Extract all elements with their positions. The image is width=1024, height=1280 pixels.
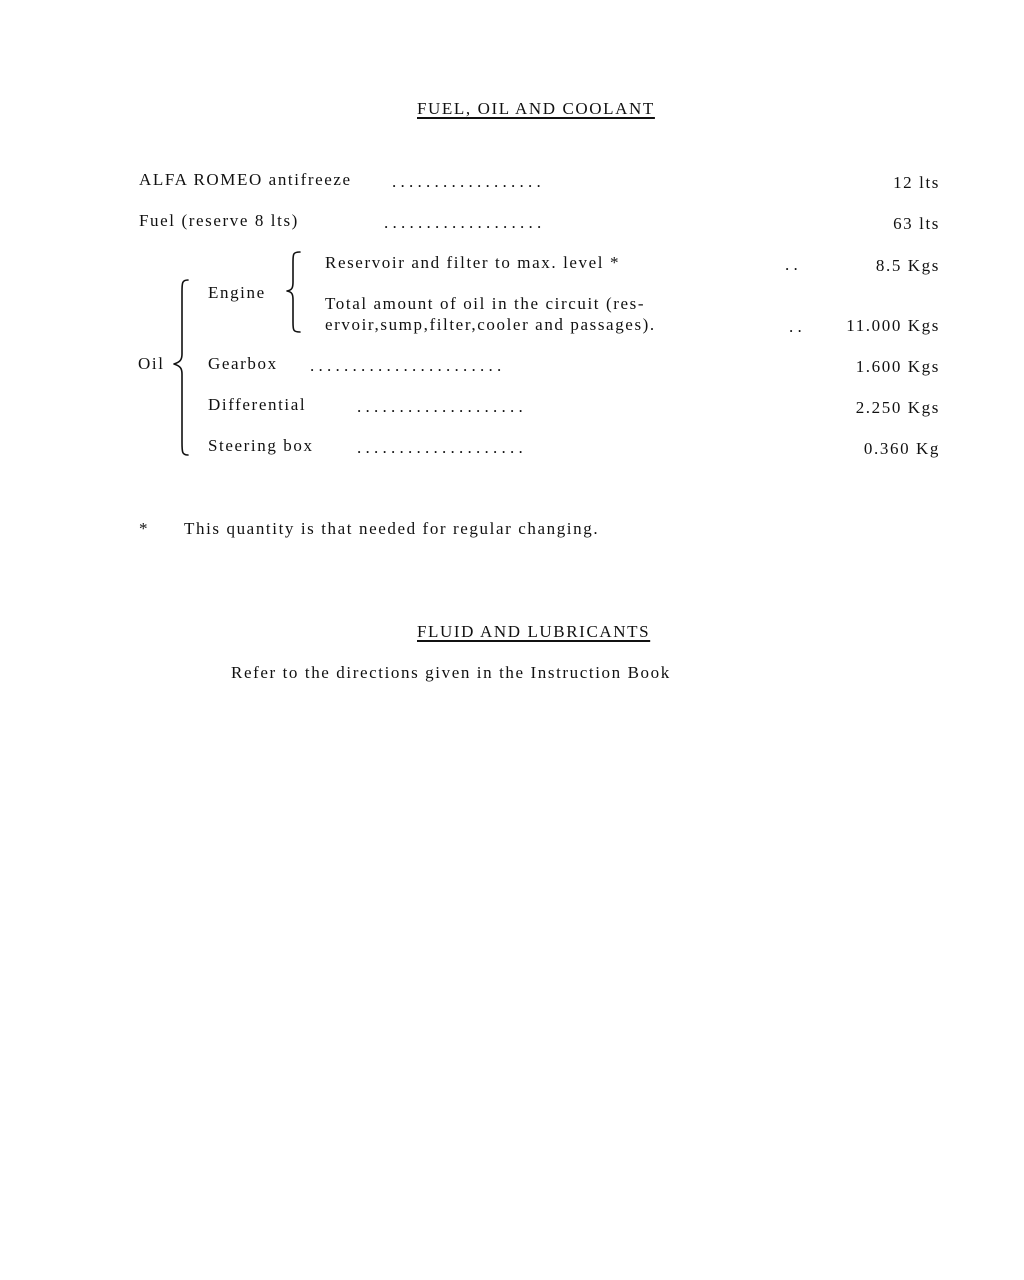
differential-leader-dots: . . . . . . . . . . . . . . . . . . . .	[357, 397, 523, 416]
gearbox-value: 1.600 Kgs	[855, 357, 940, 376]
section-title-fluid-lubricants: FLUID AND LUBRICANTS	[417, 622, 651, 641]
gearbox-leader-dots: . . . . . . . . . . . . . . . . . . . . . . .	[310, 356, 502, 375]
fuel-leader-dots: . . . . . . . . . . . . . . . . . . .	[384, 213, 542, 232]
oil-brace	[172, 278, 194, 458]
engine-total-leader-dots: . .	[789, 317, 802, 336]
footnote-text: This quantity is that needed for regular changing.	[184, 519, 600, 538]
engine-label: Engine	[208, 283, 266, 302]
antifreeze-label: ALFA ROMEO antifreeze	[139, 170, 352, 189]
steering-box-leader-dots: . . . . . . . . . . . . . . . . . . . .	[357, 438, 523, 457]
fuel-label: Fuel (reserve 8 lts)	[139, 211, 299, 230]
differential-value: 2.250 Kgs	[855, 398, 940, 417]
section-title-fuel-oil-coolant: FUEL, OIL AND COOLANT	[417, 99, 655, 118]
engine-reservoir-value: 8.5 Kgs	[875, 256, 940, 275]
engine-reservoir-leader-dots: . .	[785, 255, 798, 274]
steering-box-value: 0.360 Kg	[863, 439, 940, 458]
steering-box-label: Steering box	[208, 436, 314, 455]
footnote-marker: *	[139, 519, 150, 538]
instruction-book-reference: Refer to the directions given in the Instruction Book	[231, 663, 671, 682]
engine-brace	[286, 250, 306, 334]
antifreeze-value: 12 lts	[893, 173, 940, 192]
oil-label: Oil	[138, 354, 165, 373]
engine-total-label-line2: ervoir,sump,filter,cooler and passages).	[325, 315, 656, 334]
fuel-value: 63 lts	[893, 214, 940, 233]
differential-label: Differential	[208, 395, 307, 414]
gearbox-label: Gearbox	[208, 354, 278, 373]
engine-total-label-line1: Total amount of oil in the circuit (res-	[325, 294, 646, 313]
engine-total-value: 11.000 Kgs	[846, 316, 940, 335]
engine-reservoir-label: Reservoir and filter to max. level *	[325, 253, 621, 272]
antifreeze-leader-dots: . . . . . . . . . . . . . . . . . .	[392, 172, 541, 191]
